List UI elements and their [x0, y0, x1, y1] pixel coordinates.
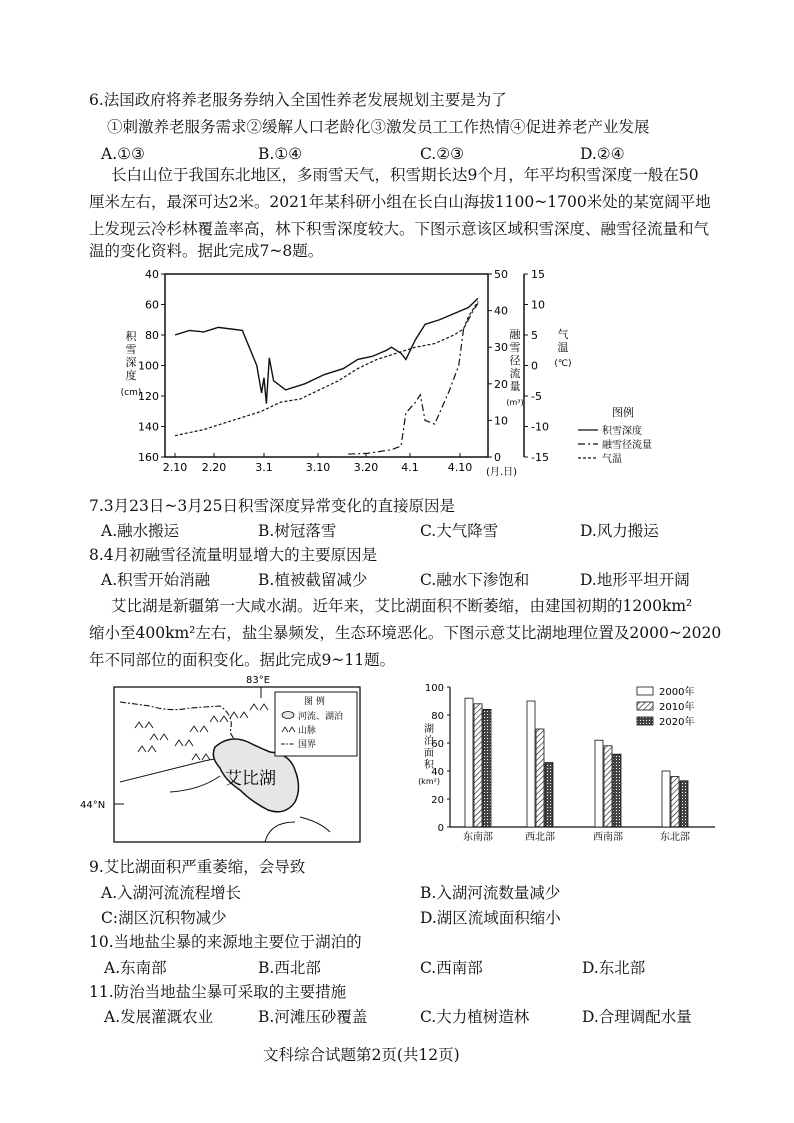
map-legend-border: 国界 [298, 740, 317, 750]
q9-option-a: A.入湖河流流程增长 [101, 884, 242, 902]
x-tick-label: 2.20 [201, 461, 227, 474]
q11-option-b: B.河滩压砂覆盖 [258, 1008, 368, 1026]
x-tick-label: 4.10 [447, 461, 473, 474]
chart2-y-label-unit: (km²) [418, 777, 440, 786]
bar-2010年 [474, 704, 482, 827]
q10-option-b: B.西北部 [258, 959, 321, 977]
chart2-y-label-char: 湖 [424, 724, 434, 735]
q7-option-c: C.大气降雪 [420, 522, 499, 540]
q9-option-d: D.湖区流域面积缩小 [420, 909, 561, 927]
map-legend-river: 河流、湖泊 [298, 712, 344, 722]
q8-option-b: B.植被截留减少 [258, 571, 368, 589]
mid-tick-label: 0 [494, 451, 501, 464]
legend-2000-swatch [637, 687, 653, 695]
legend-title: 图例 [612, 406, 634, 419]
chart2-y-tick-label: 80 [431, 711, 444, 722]
left-axis-label-char: 积 [125, 330, 137, 343]
mid-axis-label-char: 雪 [509, 341, 521, 354]
q11-option-c: C.大力植树造林 [420, 1008, 530, 1026]
q10-option-c: C.西南部 [420, 959, 483, 977]
q8-option-d: D.地形平坦开阔 [580, 571, 690, 589]
bar-2000年 [527, 701, 535, 827]
q6-items: ①刺激养老服务需求②缓解人口老龄化③激发员工工作热情④促进养老产业发展 [107, 118, 650, 136]
mid-axis-label-char: 径 [509, 354, 521, 367]
q6-option-c: C.②③ [420, 145, 465, 163]
right-axis-label-char: 气 [557, 328, 569, 341]
lake-area-chart [415, 672, 725, 847]
bar-2020年 [545, 763, 553, 827]
passage2-line: 年不同部位的面积变化。据此完成9~11题。 [89, 651, 396, 669]
bar-2020年 [483, 709, 491, 827]
x-tick-label: 4.1 [401, 461, 419, 474]
bar-2020年 [680, 781, 688, 827]
river [300, 817, 330, 832]
q9-option-c: C:湖区沉积物减少 [101, 909, 227, 927]
left-tick-label: 40 [145, 268, 159, 281]
q6-option-a: A.①③ [101, 145, 145, 163]
q11-option-a: A.发展灌溉农业 [104, 1008, 214, 1026]
q8-option-c: C.融水下渗饱和 [420, 571, 530, 589]
legend-lake-icon [282, 712, 294, 719]
left-axis-label-char: 雪 [125, 343, 137, 356]
q6-option-b: B.①④ [258, 145, 303, 163]
legend-item-runoff: 融雪径流量 [602, 440, 652, 451]
left-axis-label-char: 度 [125, 369, 137, 382]
bar-2010年 [604, 746, 612, 827]
left-axis-label-unit: (cm) [120, 388, 142, 398]
right-axis-label-char: 温 [557, 341, 569, 354]
snow-chart [0, 262, 794, 492]
mid-axis-label-char: 流 [509, 367, 521, 380]
page-footer: 文科综合试题第2页(共12页) [263, 1046, 460, 1064]
passage1-line: 厘米左右，最深可达2米。2021年某科研小组在长白山海拔1100~1700米处的某宽阔平地 [89, 193, 711, 211]
q7-option-a: A.融水搬运 [101, 522, 180, 540]
q11-stem: 11.防治当地盐尘暴可采取的主要措施 [89, 983, 347, 1001]
chart1-frame [165, 274, 488, 457]
bar-2010年 [671, 777, 679, 827]
q8-stem: 8.4月初融雪径流量明显增大的主要原因是 [89, 546, 378, 564]
chart2-y-tick-label: 20 [431, 795, 444, 806]
right-axis-label-unit: (℃) [554, 359, 572, 369]
right-tick-label: 5 [531, 329, 538, 342]
mid-axis-label-char: 融 [509, 328, 521, 341]
mid-axis-label-unit: (m³) [506, 398, 524, 407]
q10-option-a: A.东南部 [104, 959, 167, 977]
q9-stem: 9.艾比湖面积严重萎缩，会导致 [89, 858, 306, 876]
mid-tick-label: 10 [494, 414, 508, 428]
legend-item-temp: 气温 [602, 454, 622, 465]
right-tick-label: 0 [531, 359, 538, 373]
chart2-category-label: 西南部 [593, 832, 623, 843]
bar-2000年 [465, 698, 473, 827]
passage1-line: 温的变化资料。据此完成7~8题。 [89, 242, 324, 260]
q8-option-a: A.积雪开始消融 [101, 571, 211, 589]
ebinur-map [80, 672, 370, 847]
passage2-line: 艾比湖是新疆第一大咸水湖。近年来，艾比湖面积不断萎缩，由建国初期的1200km² [111, 597, 693, 615]
right-tick-label: 10 [531, 298, 545, 312]
map-legend-mountain: 山脉 [298, 726, 317, 736]
mid-tick-label: 30 [494, 341, 508, 355]
q6-stem: 6.法国政府将养老服务券纳入全国性养老发展规划主要是为了 [89, 91, 507, 109]
mid-tick-label: 50 [494, 268, 508, 281]
chart2-y-tick-label: 60 [431, 739, 444, 750]
right-tick-label: -10 [531, 420, 549, 434]
river [265, 822, 295, 842]
chart2-y-tick-label: 0 [437, 823, 444, 834]
x-tick-label: 3.10 [305, 461, 331, 474]
chart2-y-label-char: 积 [424, 760, 434, 771]
x-axis-unit: (月.日) [486, 467, 517, 478]
legend-2010: 2010年 [659, 702, 695, 713]
q10-option-d: D.东北部 [582, 959, 646, 977]
mid-axis-label-char: 量 [509, 380, 521, 393]
passage2-line: 缩小至400km²左右，盐尘暴频发，生态环境恶化。下图示意艾比湖地理位置及2000~2020 [89, 624, 722, 642]
series-runoff [348, 303, 478, 454]
x-tick-label: 3.1 [255, 461, 273, 474]
passage1-line: 上发现云冷杉林覆盖率高，林下积雪深度较大。下图示意该区域积雪深度、融雪径流量和气 [89, 220, 710, 238]
right-tick-label: -15 [531, 451, 549, 464]
q7-option-d: D.风力搬运 [580, 522, 659, 540]
longitude-label: 83°E [245, 675, 271, 686]
left-tick-label: 160 [138, 451, 159, 464]
chart2-y-label-char: 面 [424, 748, 434, 759]
latitude-label: 44°N [80, 800, 106, 811]
bar-2000年 [595, 740, 603, 827]
x-tick-label: 3.20 [353, 461, 379, 474]
q11-option-d: D.合理调配水量 [582, 1008, 692, 1026]
chart2-y-label-char: 泊 [424, 736, 434, 747]
map-legend-title: 图 例 [304, 697, 325, 707]
mid-tick-label: 40 [494, 304, 508, 318]
bar-2020年 [613, 754, 621, 827]
bar-2010年 [536, 729, 544, 827]
legend-2010-swatch [637, 702, 653, 710]
left-tick-label: 100 [138, 359, 159, 373]
bar-2000年 [662, 771, 670, 827]
chart2-y-tick-label: 40 [431, 767, 444, 778]
legend-item-snow: 积雪深度 [602, 426, 642, 437]
q6-option-d: D.②④ [580, 145, 625, 163]
passage1-line: 长白山位于我国东北地区，多雨雪天气，积雪期长达9个月，年平均积雪深度一般在50 [111, 166, 699, 184]
chart2-y-tick-label: 100 [424, 683, 444, 694]
mid-tick-label: 20 [494, 377, 508, 391]
legend-2020-swatch [637, 717, 653, 725]
q9-option-b: B.入湖河流数量减少 [420, 884, 561, 902]
left-axis-label-char: 深 [125, 356, 137, 369]
series-snow-depth [175, 298, 478, 403]
legend-2020: 2020年 [659, 717, 695, 728]
river [170, 776, 220, 792]
left-tick-label: 140 [138, 420, 159, 434]
q7-option-b: B.树冠落雪 [258, 522, 337, 540]
right-tick-label: -5 [531, 390, 542, 403]
chart2-category-label: 东南部 [463, 832, 493, 843]
legend-2000: 2000年 [659, 687, 695, 698]
q7-stem: 7.3月23日~3月25日积雪深度异常变化的直接原因是 [89, 497, 455, 515]
q10-stem: 10.当地盐尘暴的来源地主要位于湖泊的 [89, 933, 362, 951]
lake-label: 艾比湖 [225, 769, 276, 789]
left-tick-label: 60 [145, 298, 159, 312]
chart2-category-label: 东北部 [660, 832, 690, 843]
left-tick-label: 80 [145, 329, 159, 342]
x-tick-label: 2.10 [162, 461, 188, 474]
right-tick-label: 15 [531, 268, 545, 281]
chart2-category-label: 西北部 [525, 832, 555, 843]
left-tick-label: 120 [138, 390, 159, 403]
